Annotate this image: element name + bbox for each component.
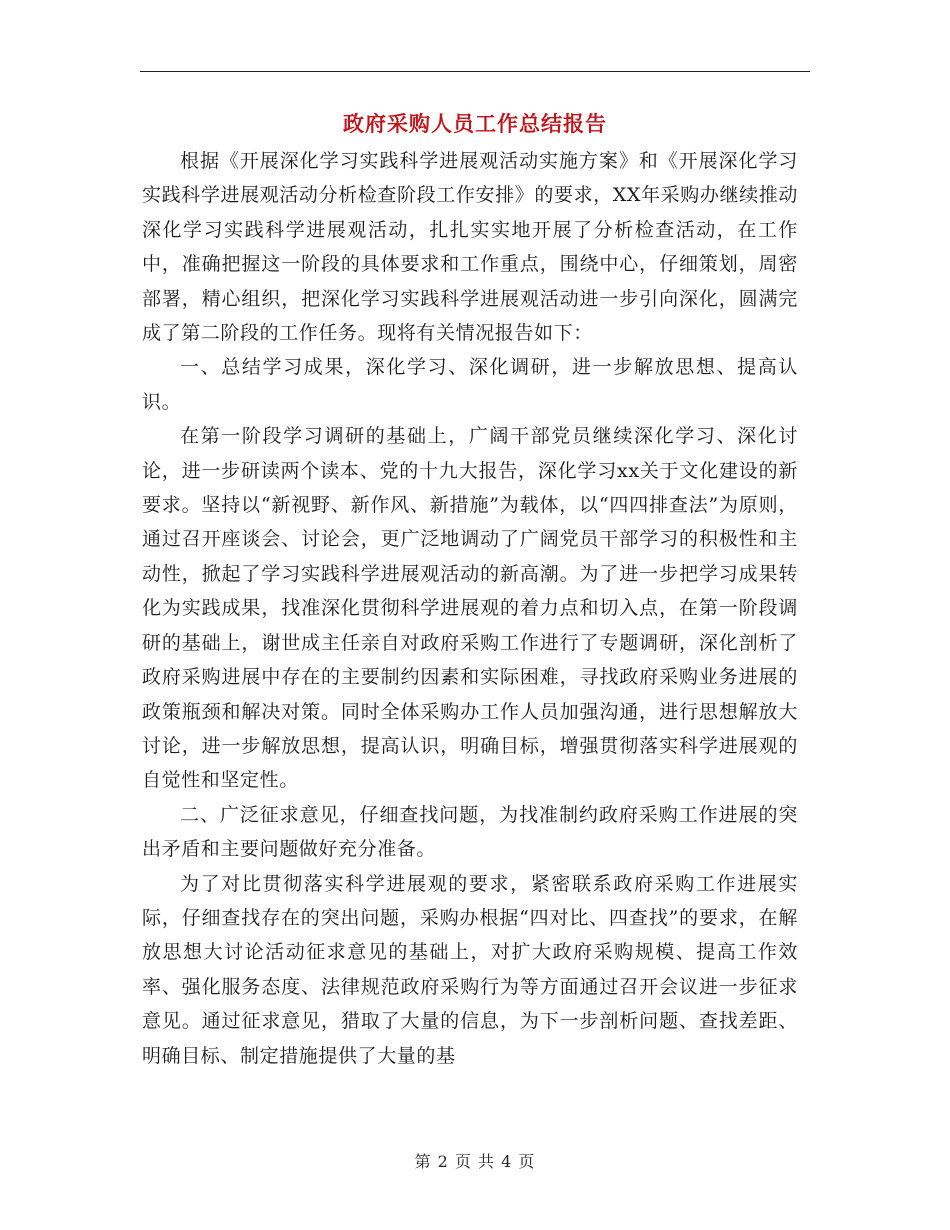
header-rule: [140, 71, 810, 72]
page-number-footer: 第 2 页 共 4 页: [414, 1152, 536, 1171]
paragraph-heading-2: 二、广泛征求意见，仔细查找问题，为找准制约政府采购工作进展的突出矛盾和主要问题做好充分准备。: [142, 803, 798, 861]
document-body: [142, 144, 798, 1073]
document-title: 政府采购人员工作总结报告: [343, 111, 607, 136]
paragraph-intro: 根据《开展深化学习实践科学进展观活动实施方案》和《开展深化学习实践科学进展观活动分析检查阶段工作安排》的要求，XX年采购办继续推动深化学习实践科学进展观活动，扎扎实实地开展了分析检查活动，在工作中，准确把握这一阶段的具体要求和工作重点，围绕中心，仔细策划，周密部署，精心组织，把深化学习实践科学进展观活动进一步引向深化，圆满完成了第二阶段的工作任务。现将有关情况报告如下：: [142, 150, 798, 345]
paragraph-section-2: 为了对比贯彻落实科学进展观的要求，紧密联系政府采购工作进展实际，仔细查找存在的突出问题，采购办根据“四对比、四查找”的要求，在解放思想大讨论活动征求意见的基础上，对扩大政府采购规模、提高工作效率、强化服务态度、法律规范政府采购行为等方面通过召开会议进一步征求意见。通过征求意见，猎取了大量的信息，为下一步剖析问题、查找差距、明确目标、制定措施提供了大量的基: [142, 872, 798, 1067]
paragraph-section-1: 在第一阶段学习调研的基础上，广阔干部党员继续深化学习、深化讨论，进一步研读两个读本、党的十九大报告，深化学习xx关于文化建设的新要求。坚持以“新视野、新作风、新措施”为载体，以“四四排查法”为原则，通过召开座谈会、讨论会，更广泛地调动了广阔党员干部学习的积极性和主动性，掀起了学习实践科学进展观活动的新高潮。为了进一步把学习成果转化为实践成果，找准深化贯彻科学进展观的着力点和切入点，在第一阶段调研的基础上，谢世成主任亲自对政府采购工作进行了专题调研，深化剖析了政府采购进展中存在的主要制约因素和实际困难，寻找政府采购业务进展的政策瓶颈和解决对策。同时全体采购办工作人员加强沟通，进行思想解放大讨论，进一步解放思想，提高认识，明确目标，增强贯彻落实科学进展观的自觉性和坚定性。: [142, 425, 798, 792]
paragraph-heading-1: 一、总结学习成果，深化学习、深化调研，进一步解放思想、提高认识。: [142, 356, 798, 413]
